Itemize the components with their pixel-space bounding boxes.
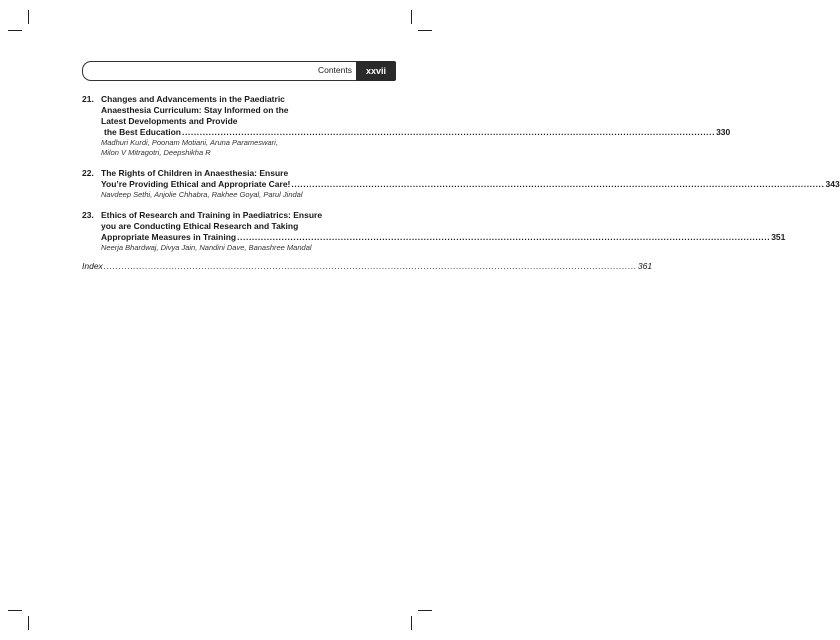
entry-authors xyxy=(101,243,785,253)
entry-title xyxy=(101,168,840,190)
index-entry[interactable] xyxy=(82,261,653,272)
entry-page: 351 xyxy=(771,232,786,242)
crop-mark xyxy=(28,10,29,24)
leader-dots: .................................................................................................................................................................................... xyxy=(291,179,825,189)
author-line: Madhuri Kurdi, Poonam Motiani, Aruna Parameswari, xyxy=(101,138,278,147)
entry-title xyxy=(101,94,730,138)
entry-title-line: Changes and Advancements in the Paediatric xyxy=(101,94,285,104)
crop-mark xyxy=(411,616,412,630)
entry-title-last-line xyxy=(101,179,840,190)
entry-title xyxy=(101,210,785,243)
entry-title-line: The Rights of Children in Anaesthesia: Ensure xyxy=(101,168,289,178)
author-line: Navdeep Sethi, Anjolie Chhabra, Rakhee Goyal, Parul Jindal xyxy=(101,190,303,199)
page-number: xxvii xyxy=(356,61,396,81)
entry-body xyxy=(101,94,730,158)
entry-number: 21. xyxy=(82,94,94,104)
entry-title-line: the Best Education xyxy=(104,127,181,137)
crop-mark xyxy=(418,610,432,611)
entry-page: 330 xyxy=(716,127,731,137)
entry-title-line: Ethics of Research and Training in Paediatrics: Ensure xyxy=(101,210,323,220)
toc-entry[interactable] xyxy=(82,94,731,158)
index-page: 361 xyxy=(637,261,653,271)
toc-entry[interactable] xyxy=(82,168,840,200)
entry-title-line: Anaesthesia Curriculum: Stay Informed on the xyxy=(101,105,289,115)
author-line: Neerja Bhardwaj, Divya Jain, Nandini Dave, Banashree Mandal xyxy=(101,243,312,252)
entry-authors xyxy=(101,190,840,200)
crop-mark xyxy=(411,10,412,24)
entry-number: 22. xyxy=(82,168,94,178)
crop-mark xyxy=(8,610,22,611)
entry-title-last-line xyxy=(101,127,730,138)
entry-title-line: Appropriate Measures in Training xyxy=(101,232,237,242)
author-line: Milon V Mitragotri, Deepshikha R xyxy=(101,148,211,157)
toc-entry[interactable] xyxy=(82,210,786,253)
crop-mark xyxy=(418,30,432,31)
crop-mark xyxy=(8,30,22,31)
index-label: Index xyxy=(82,261,103,271)
entry-title-line: You’re Providing Ethical and Appropriate Care! xyxy=(101,179,291,189)
entry-page: 343 xyxy=(825,179,840,189)
running-header xyxy=(82,61,396,81)
entry-number: 23. xyxy=(82,210,94,220)
entry-title-line: Latest Developments and Provide xyxy=(101,116,238,126)
leader-dots: .................................................................................................................................................................................... xyxy=(103,261,637,271)
entry-authors xyxy=(101,138,730,158)
entry-body xyxy=(101,168,840,200)
toc-list xyxy=(82,94,840,263)
entry-title-line: you are Conducting Ethical Research and Taking xyxy=(101,221,299,231)
leader-dots: .................................................................................................................................................................................... xyxy=(237,232,771,242)
header-label: Contents xyxy=(317,65,352,75)
entry-title-last-line xyxy=(101,232,785,243)
leader-dots: .................................................................................................................................................................................... xyxy=(181,127,716,137)
entry-body xyxy=(101,210,785,253)
crop-mark xyxy=(28,616,29,630)
